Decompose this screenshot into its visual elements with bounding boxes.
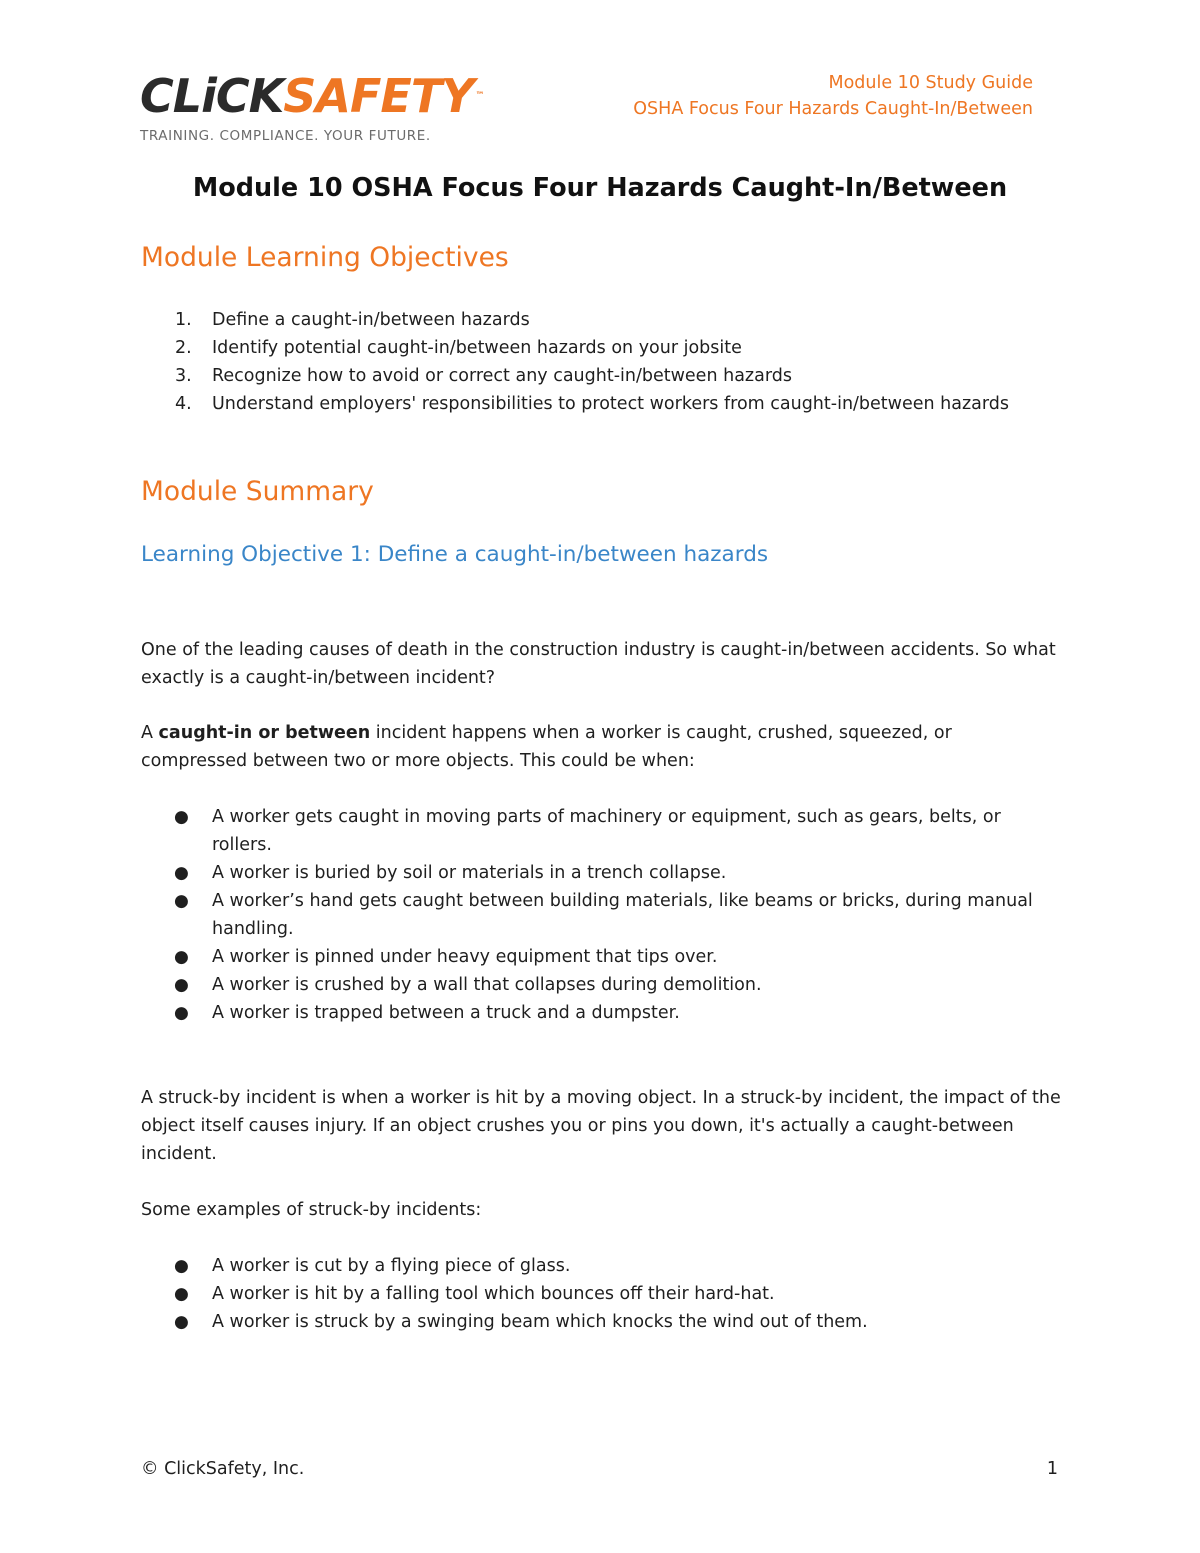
- footer-page-number: 1: [1046, 1459, 1058, 1479]
- list-item-text: A worker’s hand gets caught between building materials, like beams or bricks, during manual handling.: [212, 891, 1033, 939]
- objectives-list: [141, 306, 1041, 418]
- list-item: [141, 1308, 1061, 1336]
- list-item: [141, 306, 1041, 334]
- list-item-text: A worker is hit by a falling tool which bounces off their hard-hat.: [212, 1284, 775, 1304]
- paragraph-text: One of the leading causes of death in the construction industry is caught-in/between accidents. So what exactly is a caught-in/between incident?: [141, 640, 1056, 688]
- caught-examples-list: [141, 803, 1061, 1027]
- paragraph-rest: incident happens when a worker is caught, crushed, squeezed, or compressed between two or more objects. This could be when:: [141, 723, 952, 771]
- struck-by-paragraph: [141, 1084, 1061, 1168]
- bullet-icon: ●: [174, 947, 189, 967]
- struck-by-examples-intro: [141, 1196, 1061, 1224]
- logo-word-click: CLiCK: [140, 69, 284, 123]
- paragraph-text: A struck-by incident is when a worker is hit by a moving object. In a struck-by incident, the impact of the object itself causes injury. If an object crushes you or pins you down, it's actually a caught-between incident.: [141, 1088, 1061, 1164]
- list-item-text: A worker is trapped between a truck and a dumpster.: [212, 1003, 680, 1023]
- list-item: [141, 362, 1041, 390]
- list-item: [141, 971, 1061, 999]
- list-item: [141, 859, 1061, 887]
- list-item-text: A worker is buried by soil or materials in a trench collapse.: [212, 863, 727, 883]
- list-item-text: Recognize how to avoid or correct any caught-in/between hazards: [212, 366, 792, 386]
- list-number: 2.: [175, 338, 192, 358]
- header-topic: OSHA Focus Four Hazards Caught-In/Between: [633, 99, 1033, 119]
- footer-copyright: © ClickSafety, Inc.: [141, 1459, 305, 1479]
- struck-examples-list: [141, 1252, 1061, 1336]
- bullet-icon: ●: [174, 1312, 189, 1332]
- list-number: 1.: [175, 310, 192, 330]
- logo-tagline: TRAINING. COMPLIANCE. YOUR FUTURE.: [140, 128, 431, 144]
- objectives-heading: Module Learning Objectives: [141, 242, 509, 273]
- intro-paragraph: [141, 636, 1061, 692]
- list-number: 4.: [175, 394, 192, 414]
- list-number: 3.: [175, 366, 192, 386]
- learning-objective-1-heading: Learning Objective 1: Define a caught-in/between hazards: [141, 542, 769, 567]
- paragraph-text: Some examples of struck-by incidents:: [141, 1200, 482, 1220]
- list-item: [141, 943, 1061, 971]
- paragraph-prefix: A: [141, 723, 159, 743]
- bullet-icon: ●: [174, 1284, 189, 1304]
- list-item-text: A worker is struck by a swinging beam which knocks the wind out of them.: [212, 1312, 868, 1332]
- bullet-icon: ●: [174, 863, 189, 883]
- clicksafety-logo: [140, 69, 484, 144]
- bold-term: caught-in or between: [158, 723, 371, 743]
- list-item-text: Define a caught-in/between hazards: [212, 310, 530, 330]
- list-item: [141, 1252, 1061, 1280]
- bullet-icon: ●: [174, 891, 189, 911]
- list-item: [141, 803, 1061, 859]
- list-item-text: A worker is pinned under heavy equipment that tips over.: [212, 947, 718, 967]
- paragraph-text: [141, 719, 1061, 775]
- header-guide-title: Module 10 Study Guide: [828, 73, 1033, 93]
- list-item-text: A worker is cut by a flying piece of glass.: [212, 1256, 571, 1276]
- list-item: [141, 390, 1041, 418]
- bullet-icon: ●: [174, 1003, 189, 1023]
- bullet-icon: ●: [174, 807, 189, 827]
- header-info: [633, 70, 1033, 122]
- logo-word-safety: SAFETY: [283, 69, 474, 123]
- list-item: [141, 887, 1061, 943]
- list-item: [141, 334, 1041, 362]
- list-item-text: Identify potential caught-in/between hazards on your jobsite: [212, 338, 742, 358]
- list-item: [141, 1280, 1061, 1308]
- summary-heading: Module Summary: [141, 476, 374, 507]
- bullet-icon: ●: [174, 1256, 189, 1276]
- list-item: [141, 999, 1061, 1027]
- list-item-text: Understand employers' responsibilities to protect workers from caught-in/between hazards: [212, 394, 1010, 414]
- list-item-text: A worker gets caught in moving parts of machinery or equipment, such as gears, belts, or rollers.: [212, 807, 1001, 855]
- definition-paragraph: [141, 719, 1061, 775]
- logo-wordmark: [140, 69, 484, 123]
- bullet-icon: ●: [174, 975, 189, 995]
- list-item-text: A worker is crushed by a wall that collapses during demolition.: [212, 975, 762, 995]
- document-title: Module 10 OSHA Focus Four Hazards Caught-In/Between: [192, 173, 1008, 203]
- logo-trademark: ™: [475, 91, 484, 101]
